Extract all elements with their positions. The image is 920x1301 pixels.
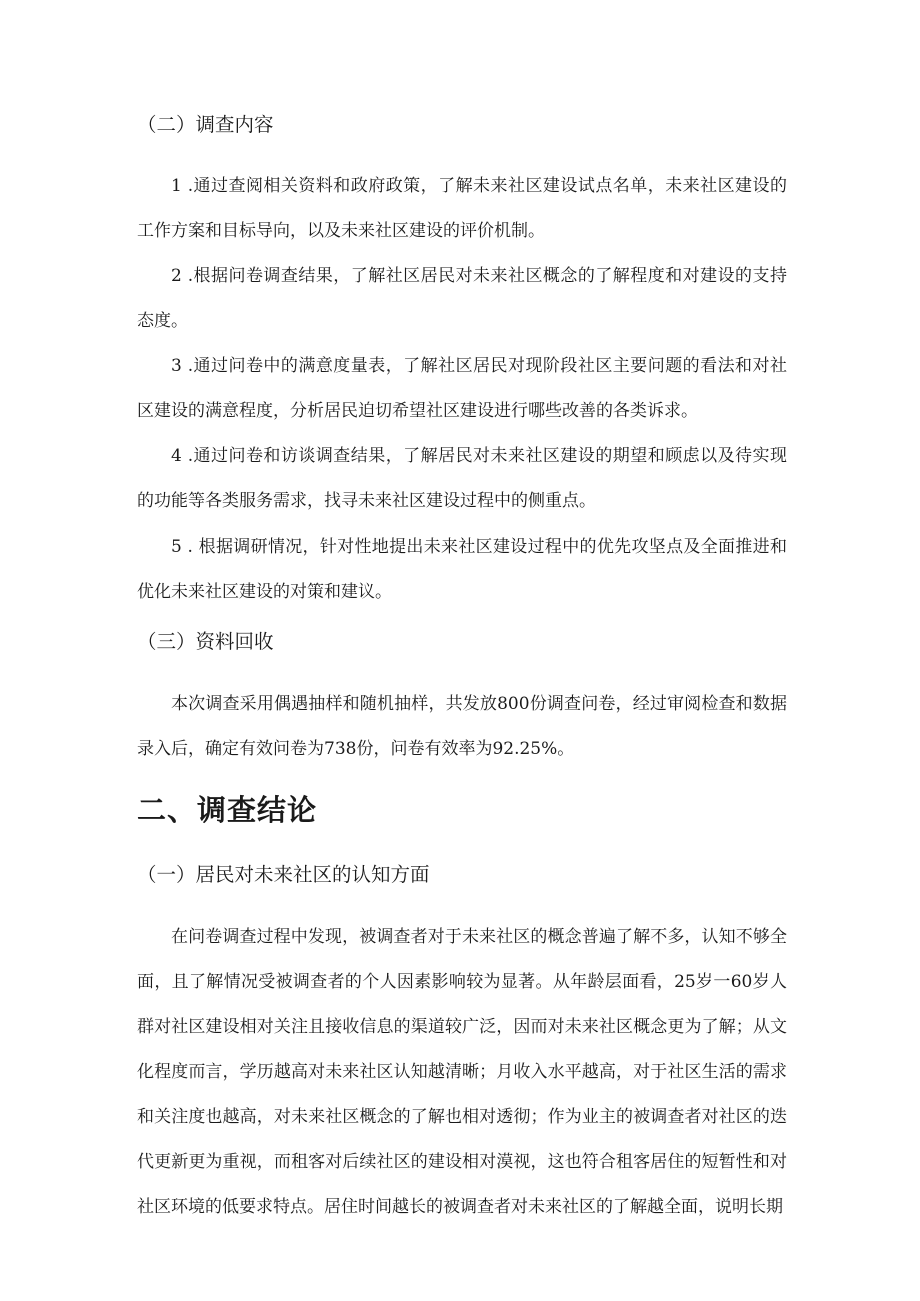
section-heading-survey-content: （二）调查内容: [137, 113, 274, 136]
survey-item-2: 2 .根据问卷调查结果，了解社区居民对未来社区概念的了解程度和对建设的支持态度。: [137, 266, 787, 331]
survey-item-5: 5 . 根据调研情况，针对性地提出未来社区建设过程中的优先攻坚点及全面推进和优化未来社区建设的对策和建议。: [137, 537, 787, 602]
section-heading-resident-cognition: （一）居民对未来社区的认知方面: [137, 863, 430, 886]
survey-item-4: 4 .通过问卷和访谈调查结果，了解居民对未来社区建设的期望和顾虑以及待实现的功能等各类服务需求，找寻未来社区建设过程中的侧重点。: [137, 446, 787, 511]
survey-item-1: 1 .通过查阅相关资料和政府政策，了解未来社区建设试点名单，未来社区建设的工作方案和目标导向，以及未来社区建设的评价机制。: [137, 176, 787, 241]
section-heading-data-collection: （三）资料回收: [137, 630, 274, 653]
survey-item-3: 3 .通过问卷中的满意度量表，了解社区居民对现阶段社区主要问题的看法和对社区建设的满意程度，分析居民迫切希望社区建设进行哪些改善的各类诉求。: [137, 356, 787, 421]
data-collection-paragraph: 本次调查采用偶遇抽样和随机抽样，共发放800份调查问卷，经过审阅检查和数据录入后，确定有效问卷为738份，问卷有效率为92.25%。: [137, 694, 787, 759]
chapter-heading-conclusion: 二、调查结论: [137, 793, 318, 827]
resident-cognition-paragraph: 在问卷调查过程中发现，被调查者对于未来社区的概念普遍了解不多，认知不够全面，且了解情况受被调查者的个人因素影响较为显著。从年龄层面看，25岁一60岁人群对社区建设相对关注且接收信息的渠道较广泛，因而对未来社区概念更为了解；从文化程度而言，学历越高对未来社区认知越清晰；月收入水平越高，对于社区生活的需求和关注度也越高，对未来社区概念的了解也相对透彻；作为业主的被调查者对社区的迭代更新更为重视，而租客对后续社区的建设相对漠视，这也符合租客居住的短暂性和对社区环境的低要求特点。居住时间越长的被调查者对未来社区的了解越全面，说明长期: [137, 927, 787, 1217]
